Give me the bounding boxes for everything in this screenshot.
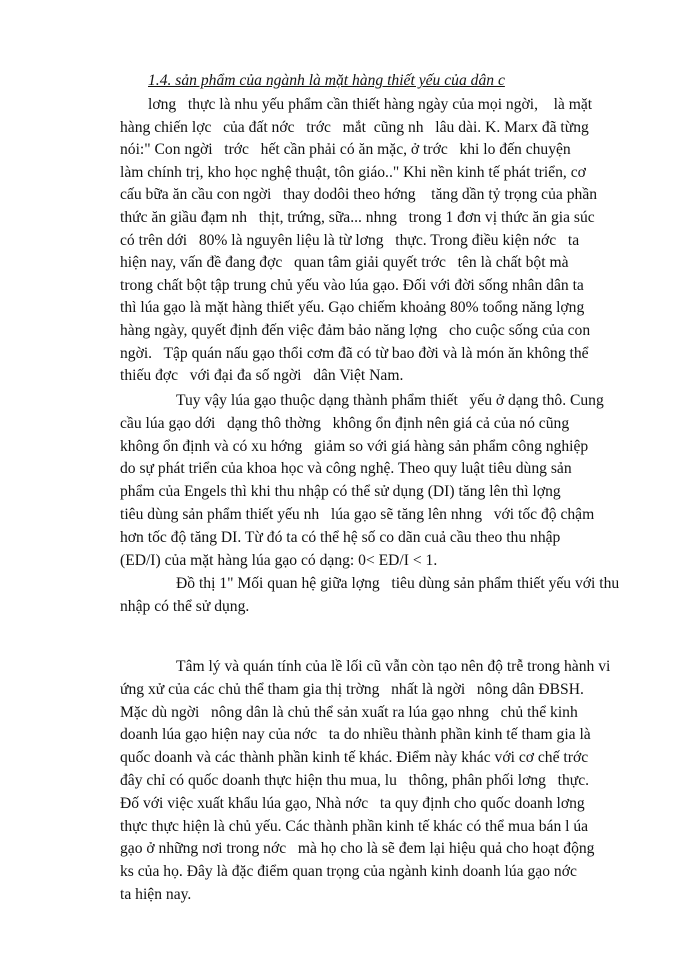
paragraph2-line: cầu lúa gạo dới dạng thô thờng không ổn định nên giá cả của nó cũng: [120, 414, 570, 432]
paragraph4-line: Mặc dù ngời nông dân là chủ thể sản xuất ra lúa gạo nhng chủ thể kinh: [120, 703, 578, 721]
paragraph3-line: Đồ thị 1" Mối quan hệ giữa lợng tiêu dùng sản phẩm thiết yếu với thu: [176, 575, 620, 592]
paragraph1-line: cấu bữa ăn cầu con ngời thay dodôi theo hớng tăng dần tỷ trọng của phần: [120, 186, 598, 204]
section-heading: 1.4. sản phẩm của ngành là mặt hàng thiết yếu của dân c: [148, 72, 505, 89]
paragraph4-line: quốc doanh và các thành phần kinh tế khác. Điểm này khác với cơ chế trớc: [120, 749, 589, 767]
paragraph2-line: Tuy vậy lúa gạo thuộc dạng thành phẩm thiết yếu ở dạng thô. Cung: [176, 392, 604, 409]
paragraph4-line: gạo ở những nơi trong nớc mà họ cho là sẽ đem lại hiệu quả cho hoạt động: [120, 840, 595, 858]
paragraph2-line: (ED/I) của mặt hàng lúa gạo có dạng: 0< ED/I < 1.: [120, 551, 438, 569]
paragraph4-line: Tâm lý và quán tính của lề lối cũ vẫn còn tạo nên độ trễ trong hành vi: [176, 658, 611, 675]
paragraph1-line: thì lúa gạo là mặt hàng thiết yếu. Gạo chiếm khoảng 80% toổng năng lợng: [120, 299, 585, 317]
paragraph2-line: phẩm của Engels thì khi thu nhập có thể sử dụng (DI) tăng lên thì lợng: [120, 483, 561, 501]
paragraph4-line: ta hiện nay.: [120, 886, 192, 903]
paragraph1-line: thức ăn giầu đạm nh thịt, trứng, sữa... nhng trong 1 đơn vị thức ăn gia súc: [120, 209, 595, 226]
paragraph1-line: nói:" Con ngời trớc hết cần phải có ăn mặc, ở trớc khi lo đến chuyện: [120, 141, 571, 159]
paragraph2-line: hơn tốc độ tăng DI. Từ đó ta có thể hệ số co dãn cuả cầu theo thu nhập: [120, 528, 561, 546]
paragraph1-line: lơng thực là nhu yếu phẩm cần thiết hàng ngày của mọi ngời, là mặt: [148, 96, 593, 113]
paragraph2-line: do sự phát triển của khoa học và công nghệ. Theo quy luật tiêu dùng sản: [120, 460, 572, 478]
paragraph3-line: nhập có thể sử dụng.: [120, 597, 250, 615]
paragraph4-line: ứng xử của các chủ thể tham gia thị trờng nhất là ngời nông dân ĐBSH.: [120, 680, 584, 698]
paragraph1-line: ngời. Tập quán nấu gạo thổi cơm đã có từ bao đời và là món ăn không thể: [120, 344, 589, 362]
paragraph1-line: trong chất bột tập trung chủ yếu vào lúa gạo. Đối với đời sống nhân dân ta: [120, 276, 584, 294]
paragraph4-line: Đố với việc xuất khẩu lúa gạo, Nhà nớc ta quy định cho quốc doanh lơng: [120, 794, 585, 812]
paragraph4-line: thực thực hiện là chủ yếu. Các thành phần kinh tế khác có thể mua bán l úa: [120, 817, 589, 835]
paragraph1-line: hiện nay, vấn đề đang đợc quan tâm giải quyết trớc tên là chất bột mà: [120, 254, 569, 272]
paragraph1-line: thiếu đợc với đại đa số ngời dân Việt Nam.: [120, 367, 404, 385]
paragraph1-line: có trên dới 80% là nguyên liệu là từ lơng thực. Trong điều kiện nớc ta: [120, 231, 580, 249]
paragraph4-line: doanh lúa gạo hiện nay của nớc ta do nhiều thành phần kinh tế tham gia là: [120, 726, 591, 744]
paragraph1-line: hàng chiến lợc của đất nớc trớc mắt cũng nh lâu dài. K. Marx đã từng: [120, 118, 589, 136]
paragraph2-line: không ổn định và có xu hớng giảm so với giá hàng sản phẩm công nghiệp: [120, 437, 589, 455]
paragraph4-line: đây chỉ có quốc doanh thực hiện thu mua, lu thông, phân phối lơng thực.: [120, 772, 590, 789]
paragraph4-line: ks của họ. Đây là đặc điểm quan trọng của ngành kinh doanh lúa gạo nớc: [120, 863, 577, 881]
paragraph1-line: hàng ngày, quyết định đến việc đảm bảo năng lợng cho cuộc sống của con: [120, 322, 591, 339]
paragraph2-line: tiêu dùng sản phẩm thiết yếu nh lúa gạo sẽ tăng lên nhng với tốc độ chậm: [120, 506, 595, 523]
paragraph1-line: làm chính trị, kho học nghệ thuật, tôn giáo.." Khi nền kinh tế phát triển, cơ: [120, 163, 586, 181]
